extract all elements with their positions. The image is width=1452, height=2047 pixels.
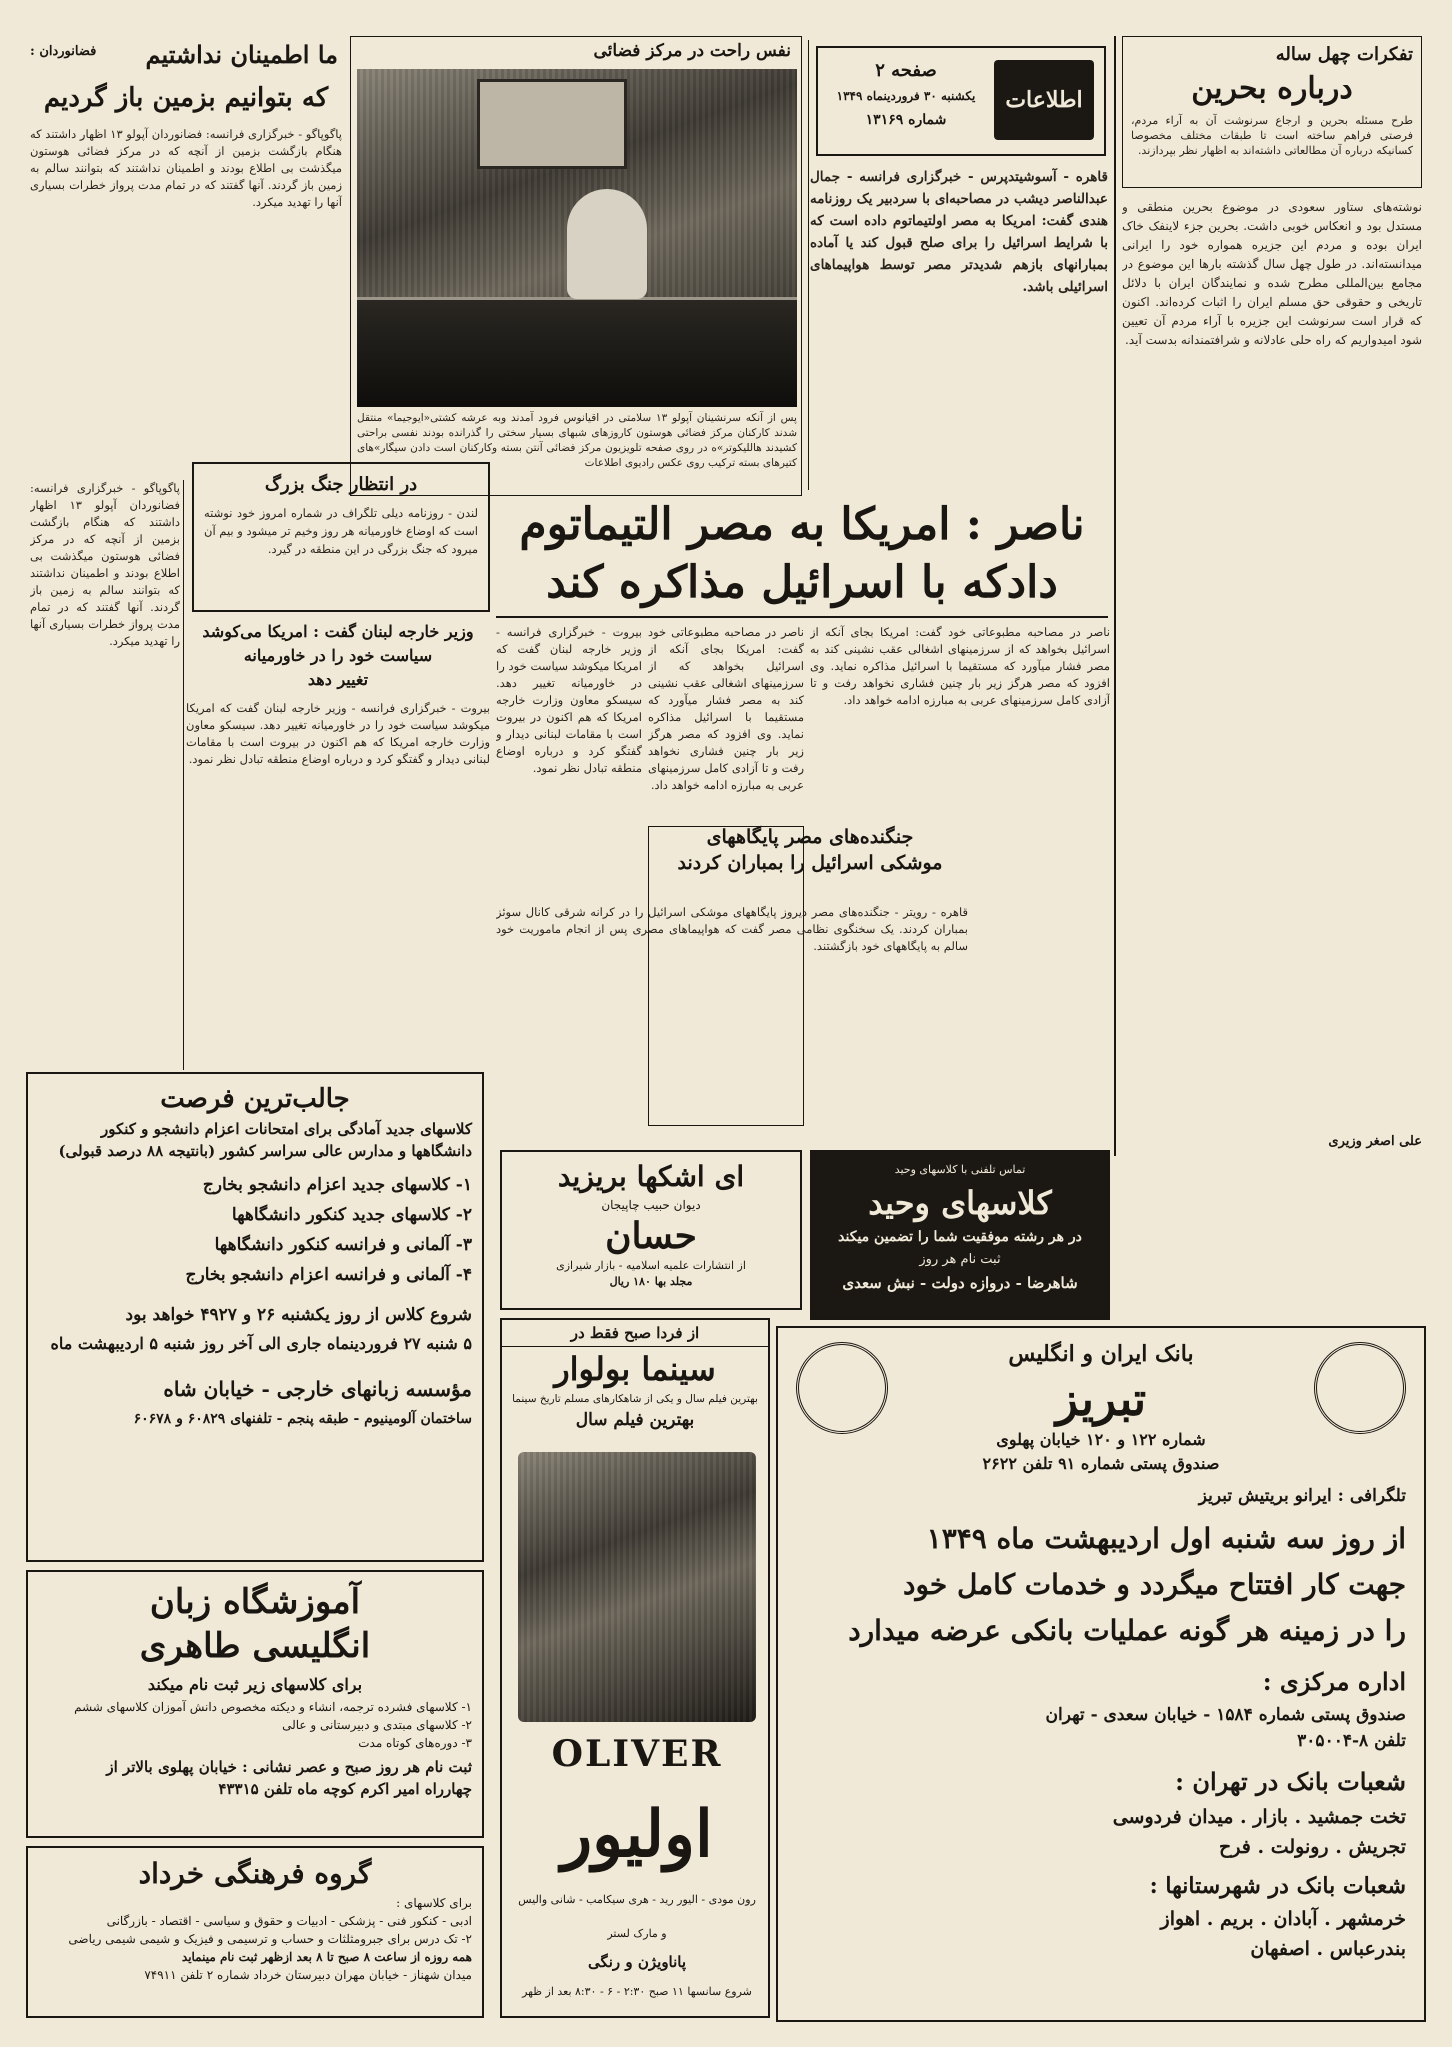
nasser-headline-2: دادکه با اسرائیل مذاکره کند	[546, 557, 1058, 608]
khordad-ad-line-2: ۲- تک درس برای جبرومثلثات و حساب و ترسیمی و فیزیک و شیمی شیمی ریاضی	[68, 1932, 472, 1946]
screen-shape	[477, 79, 627, 169]
taheri-ad	[26, 1570, 484, 1838]
vahid-ad-address: شاهرضا - دروازه دولت - نبش سعدی	[842, 1274, 1078, 1292]
bahrain-column	[1122, 36, 1422, 1159]
taheri-ad-title-1: آموزشگاه زبان	[149, 1582, 361, 1622]
issue-number: شماره ۱۳۱۶۹	[865, 112, 947, 128]
cinema-ad-times: شروع سانسها ۱۱ صبح ۲:۳۰ - ۶ - ۸:۳۰ بعد از ظهر	[522, 1985, 752, 1998]
khordad-ad-sub: برای کلاسهای :	[396, 1896, 472, 1910]
book-ad-name: حسان	[605, 1215, 697, 1257]
courses-ad-start: شروع کلاس از روز یکشنبه ۲۶ و ۴۹۲۷ خواهد بود	[125, 1305, 472, 1325]
bank-ad-tehran-title: شعبات بانک در تهران :	[1175, 1767, 1406, 1796]
taheri-ad-title-2: انگلیسی طاهری	[139, 1626, 371, 1666]
column-rule	[183, 480, 184, 1070]
courses-ad-item-1: ۱- کلاسهای جدید اعزام دانشجو بخارج	[202, 1175, 472, 1195]
bank-ad-city: تبریز	[1055, 1372, 1147, 1426]
nasser-intro: قاهره - آسوشیتدپرس - خبرگزاری فرانسه - جمال عبدالناصر دیشب در مصاحبه‌ای با سردبیر یک روزنامه هندی گفت: امریکا به مصر اولتیماتوم داده است که با شرایط اسرائیل را برای صلح قبول کند یا آماده بمبارانهای بازهم شدیدتر مصر توسط هواپیماهای اسرائیلی باشد.	[810, 169, 1108, 295]
section-rule	[496, 616, 1108, 618]
bank-ad-title: بانک ایران و انگلیس	[1008, 1341, 1194, 1367]
nasser-body-cont: ناصر در مصاحبه مطبوعاتی خود گفت: امریکا بجای آنکه از اسرائیل بخواهد که از سرزمینهای اشغالی عقب نشینی کند به مصر فشار میآورد که مستقیما با اسرائیل مذاکره نماید. وی افزود که مصر هرگز زیر بار چنین فشاری نخواهد رفت و تا آزادی کامل سرزمینهای عربی به مبارزه ادامه خواهد داد.	[648, 625, 804, 792]
cinema-ad-format: پاناویژن و رنگی	[587, 1953, 687, 1971]
courses-ad-institute: مؤسسه زبانهای خارجی - خیابان شاه	[163, 1377, 472, 1401]
khordad-ad-line-3: همه روزه از ساعت ۸ صبح تا ۸ بعد ازظهر ثبت نام مینماید	[181, 1950, 472, 1964]
bank-ad-hq-title: اداره مرکزی :	[1262, 1667, 1406, 1696]
lebanon-story	[186, 620, 490, 1136]
middle-story-body: بیروت - خبرگزاری فرانسه - وزیر خارجه لبنان گفت که امریکا میکوشد سیاست خود را در خاورمیانه تغییر دهد. سیسکو معاون وزارت خارجه امریکا که هم اکنون در بیروت است با مقامات لبنانی دیدار و گفتگو کرد و درباره اوضاع منطقه تبادل نظر نمود.	[496, 625, 642, 775]
courses-ad-line-1: کلاسهای جدید آمادگی برای امتحانات اعزام دانشجو و کنکور	[100, 1120, 472, 1138]
cinema-ad-best: بهترین فیلم سال	[575, 1410, 695, 1430]
page-number: صفحه ۲	[875, 60, 937, 81]
jets-headline-2: موشکی اسرائیل را بمباران کردند	[677, 852, 943, 874]
bahrain-author: علی اصغر وزیری	[1328, 1134, 1422, 1149]
astronauts-story	[30, 36, 342, 476]
lebanon-headline-1: وزیر خارجه لبنان گفت : امریکا می‌کوشد سیاست خود را در خاورمیانه	[202, 622, 474, 665]
bank-seal-right	[1314, 1342, 1406, 1434]
lebanon-body: بیروت - خبرگزاری فرانسه - وزیر خارجه لبنان گفت که امریکا میکوشد سیاست خود را در خاورمیانه تغییر دهد. سیسکو معاون وزارت خارجه امریکا که هم اکنون در بیروت است با مقامات لبنانی دیدار و گفتگو کرد و درباره اوضاع منطقه تبادل نظر نمود.	[186, 701, 490, 766]
khordad-ad-line-1: ادبی - کنکور فنی - پزشکی - ادبیات و حقوق و سیاسی - اقتصاد - بازرگانی	[106, 1914, 472, 1928]
war-box	[192, 462, 490, 612]
mission-control-photo	[357, 69, 797, 407]
cinema-ad-cast: رون مودی - الیور رید - هری سیکامب - شانی والیس	[518, 1893, 756, 1906]
bank-ad-opening-1: از روز سه شنبه اول اردیبهشت ماه ۱۳۴۹	[926, 1522, 1406, 1555]
taheri-ad-sub: برای کلاسهای زیر ثبت نام میکند	[147, 1675, 363, 1694]
bank-ad-prov-title: شعبات بانک در شهرستانها :	[1149, 1873, 1406, 1899]
bahrain-intro: طرح مسئله بحرین و ارجاع سرنوشت آن به آراء مردم، فرصتی فراهم ساخته است تا طبقات مختلف مخصوصا کسانیکه درباره آن مطالعاتی داشته‌اند به اظهار نظر بپردازند.	[1131, 114, 1413, 157]
taheri-ad-address: چهارراه امیر اکرم کوچه ماه تلفن ۴۳۳۱۵	[218, 1780, 472, 1798]
cinema-ad-name: سینما بولوار	[554, 1350, 716, 1388]
person-shape	[567, 189, 647, 299]
taheri-ad-item-2: ۲- کلاسهای مبتدی و دبیرستانی و عالی	[282, 1718, 472, 1732]
bank-ad-prov-1: خرمشهر . آبادان . بریم . اهواز	[1160, 1908, 1406, 1930]
taheri-ad-reg: ثبت نام هر روز صبح و عصر نشانی : خیابان پهلوی بالاتر از	[106, 1758, 472, 1776]
vahid-ad	[810, 1150, 1110, 1320]
nasser-body: ناصر در مصاحبه مطبوعاتی خود گفت: امریکا بجای آنکه از اسرائیل بخواهد که از سرزمینهای اشغالی عقب نشینی کند به مصر فشار میآورد که مستقیما با اسرائیل مذاکره نماید. وی افزود که مصر هرگز زیر بار چنین فشاری نخواهد رفت و تا آزادی کامل سرزمینهای عربی به مبارزه ادامه خواهد داد.	[810, 625, 1110, 707]
cinema-ad-cast-2: و مارک لستر	[607, 1927, 667, 1940]
courses-ad	[26, 1072, 484, 1562]
astronauts-headline-1: ما اطمینان نداشتیم	[145, 40, 338, 69]
book-ad-title: ای اشکها بریزید	[557, 1160, 745, 1193]
bahrain-body: نوشته‌های ستاور سعودی در موضوع بحرین منطقی و مستدل بود و انعکاس خوبی داشت. بحرین جزء لاینفک خاک ایران بوده و مردم این جزیره همواره خود را ایرانی میدانسته‌اند. در طول چهل سال گذشته بارها این موضوع در مجامع بین‌المللی مطرح شده و نمایندگان ایران با دلائل تاریخی و حقوقی حق مسلم ایران را اثبات کرده‌اند. اکنون که قرار است سرنوشت این جزیره با آراء مردم آن تعیین شود امیدواریم که راه حلی عادلانه و شرافتمندانه بدست آید.	[1122, 200, 1422, 347]
space-story-box	[350, 36, 802, 496]
bank-ad-address-2: صندوق پستی شماره ۹۱ تلفن ۲۶۲۲	[982, 1454, 1220, 1473]
bank-ad-tehran-2: تجریش . رونولت . فرح	[1219, 1836, 1406, 1858]
astronauts-body-cont: پاگوپاگو - خبرگزاری فرانسه: فضانوردان آپولو ۱۳ اظهار داشتند که هنگام بازگشت بزمین از آنچه که در مرکز فضائی هوستون میگذشت بی اطلاع بودند و اطمینان نداشتند که بتوانند سالم به زمین باز گردند. آنها گفتند که در تمام مدت پرواز خطرات بسیاری آنها را تهدید میکرد.	[30, 481, 180, 648]
bank-ad-prov-2: بندرعباس . اصفهان	[1250, 1938, 1406, 1960]
column-rule	[808, 40, 809, 490]
courses-ad-item-3: ۳- آلمانی و فرانسه کنکور دانشگاهها	[214, 1235, 472, 1255]
masthead-logo	[994, 60, 1094, 140]
issue-date: یکشنبه ۳۰ فروردینماه ۱۳۴۹	[836, 89, 976, 103]
nasser-headline-1: ناصر : امریکا به مصر التیماتوم	[519, 499, 1085, 550]
bank-ad-tehran-1: تخت جمشید . بازار . میدان فردوسی	[1112, 1806, 1406, 1828]
nasser-headline-box	[496, 496, 1108, 616]
war-box-title: در انتظار جنگ بزرگ	[264, 474, 418, 495]
cinema-ad-film-latin: OLIVER	[551, 1733, 723, 1775]
vahid-ad-name: کلاسهای وحید	[868, 1184, 1052, 1222]
khordad-ad-title: گروه فرهنگی خرداد	[138, 1857, 372, 1890]
bank-ad-hq-2: تلفن ۸-۳۰۵۰۰۴	[1297, 1731, 1406, 1751]
courses-ad-dates: ۵ شنبه ۲۷ فروردینماه جاری الی آخر روز شنبه ۵ اردیبهشت ماه	[50, 1334, 472, 1353]
bank-ad	[776, 1326, 1426, 2022]
courses-ad-address: ساختمان آلومینیوم - طبقه پنجم - تلفنهای ۶۰۸۲۹ و ۶۰۶۷۸	[133, 1411, 472, 1427]
bank-ad-telegraph: تلگرافی : ایرانو بریتیش تبریز	[1198, 1486, 1406, 1506]
bank-seal-left	[796, 1342, 888, 1434]
lebanon-headline-2: تغییر دهد	[307, 670, 369, 689]
bank-ad-opening-2: جهت کار افتتاح میگردد و خدمات کامل خود	[902, 1568, 1406, 1601]
astronauts-body: پاگوپاگو - خبرگزاری فرانسه: فضانوردان آپولو ۱۳ اظهار داشتند که هنگام بازگشت بزمین از آنچه که در مرکز فضائی هوستون میگذشت بی اطلاع بودند و اطمینان نداشتند که بتوانند سالم به زمین باز گردند. آنها گفتند که در تمام مدت پرواز خطرات بسیاری آنها را تهدید میکرد.	[30, 127, 342, 209]
cinema-ad-top: از فردا صبح فقط در	[502, 1320, 768, 1347]
cinema-poster-art	[518, 1452, 756, 1722]
vahid-ad-note: ثبت نام هر روز	[919, 1252, 1001, 1267]
jets-body: قاهره - رویتر - جنگنده‌های مصر دیروز پایگاههای موشکی اسرائیل را در کرانه شرقی کانال سوئز بمباران کردند. یک سخنگوی نظامی مصر گفت که هواپیماهای مصری پس از انجام ماموریت خود سالم به پایگاههای خود بازگشتند.	[496, 905, 968, 953]
taheri-ad-item-3: ۳- دوره‌های کوتاه مدت	[358, 1736, 472, 1750]
courses-ad-item-2: ۲- کلاسهای جدید کنکور دانشگاهها	[231, 1205, 472, 1225]
masthead-info	[826, 58, 986, 132]
book-ad-price: مجلد بها ۱۸۰ ریال	[609, 1275, 693, 1288]
bank-ad-opening-3: را در زمینه هر گونه عملیات بانکی عرضه میدارد	[848, 1614, 1406, 1647]
bahrain-kicker: تفکرات چهل ساله	[1275, 44, 1413, 65]
jets-headline-box	[650, 824, 970, 902]
bahrain-header-box	[1122, 36, 1422, 188]
book-ad	[500, 1150, 802, 1310]
war-box-body: لندن - روزنامه دیلی تلگراف در شماره امروز خود نوشته است که اوضاع خاورمیانه هر روز وخیم تر میشود و بیم آن میرود که جنگ بزرگی در این منطقه در گیرد.	[204, 506, 478, 556]
column-rule	[1114, 36, 1116, 1156]
cinema-ad-tagline: بهترین فیلم سال و یکی از شاهکارهای مسلم تاریخ سینما	[512, 1393, 758, 1405]
astronauts-headline-2: که بتوانیم بزمین باز گردیم	[43, 83, 329, 113]
astronauts-sub-kicker: فضانوردان :	[30, 44, 97, 59]
courses-ad-item-4: ۴- آلمانی و فرانسه اعزام دانشجو بخارج	[185, 1265, 472, 1285]
masthead-title: اطلاعات	[1005, 87, 1083, 113]
courses-ad-title: جالب‌ترین فرصت	[160, 1084, 350, 1114]
khordad-ad-address: میدان شهناز - خیابان مهران دبیرستان خرداد شماره ۲ تلفن ۷۴۹۱۱	[144, 1968, 472, 1982]
space-kicker: نفس راحت در مرکز فضائی	[593, 41, 791, 61]
book-ad-subtitle: دیوان حبیب چاپیجان	[601, 1198, 701, 1212]
cinema-ad-film-fa: اولیور	[561, 1797, 713, 1872]
taheri-ad-item-1: ۱- کلاسهای فشرده ترجمه، انشاء و دیکته مخصوص دانش آموزان کلاسهای ششم	[74, 1700, 472, 1714]
console-shape	[357, 297, 797, 407]
bank-ad-address-1: شماره ۱۲۲ و ۱۲۰ خیابان پهلوی	[996, 1430, 1206, 1449]
vahid-ad-slogan: در هر رشته موفقیت شما را تضمین میکند	[838, 1229, 1082, 1245]
khordad-ad	[26, 1846, 484, 2018]
cinema-ad	[500, 1318, 770, 2018]
space-photo-caption: پس از آنکه سرنشینان آپولو ۱۳ سلامتی در اقیانوس فرود آمدند وبه عرشه کشتی«ایوجیما» منتقل شدند کارکنان مرکز فضائی هوستون کاروزهای شبهای بسیار سختی را گذرانده بودند نفسی براحتی کشیدند هاللیکوتر»ه در روی صفحه تلویزیون مرکز فضائی آنتن بسته وکارکنان است دادن سیگار»های کتیرهای بسته ترکیب روی عکس رادیوی اطلاعات	[357, 412, 797, 469]
bahrain-headline: درباره بحرین	[1191, 71, 1353, 106]
jets-headline-1: جنگنده‌های مصر پایگاههای	[706, 826, 914, 848]
vahid-ad-banner: تماس تلفنی با کلاسهای وحید	[894, 1163, 1026, 1176]
book-ad-publisher: از انتشارات علمیه اسلامیه - بازار شیرازی	[556, 1259, 746, 1272]
masthead-box	[816, 46, 1106, 156]
courses-ad-line-2: دانشگاهها و مدارس عالی سراسر کشور (بانتیجه ۸۸ درصد قبولی)	[58, 1142, 472, 1160]
bank-ad-hq-1: صندوق پستی شماره ۱۵۸۴ - خیابان سعدی - تهران	[1045, 1705, 1406, 1725]
